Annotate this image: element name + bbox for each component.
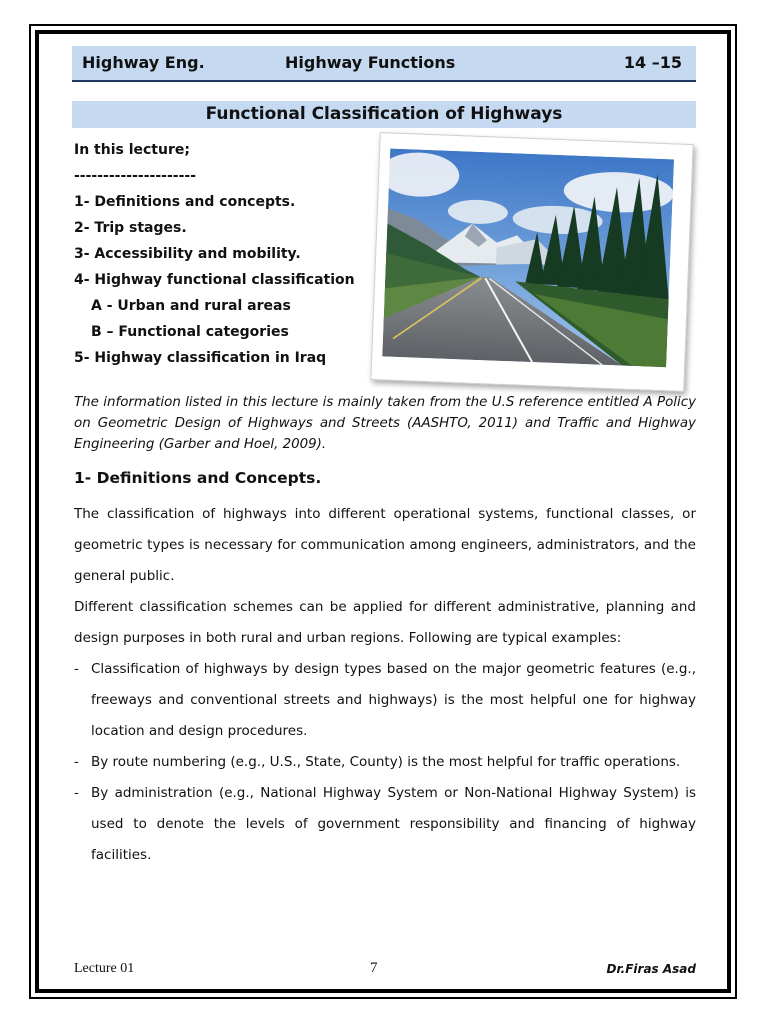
reference-note: The information listed in this lecture is mainly taken from the U.S reference entitled A Policy on Geometric Design of Highways and Streets (AASHTO, 2011) and Traffic and Highway Engineering (Garber and Hoel, 2009).: [74, 395, 696, 452]
footer-lecture: Lecture 01: [74, 961, 135, 976]
header-year: 14 –15: [623, 53, 682, 72]
section-body: [74, 499, 696, 871]
outline-item: 1- Definitions and concepts.: [74, 194, 296, 210]
outline-item: 3- Accessibility and mobility.: [74, 246, 301, 262]
outline-item: 5- Highway classification in Iraq: [74, 350, 327, 366]
bullet-dash: -: [74, 785, 79, 801]
bullet-text: By administration (e.g., National Highway System or Non-National Highway System) is used to denote the levels of government responsibility and financing of highway facilities.: [91, 785, 696, 863]
paragraph: The classification of highways into different operational systems, functional classes, or geometric types is necessary for communication among engineers, administrators, and the general public.: [74, 506, 696, 584]
section-heading: 1- Definitions and Concepts.: [74, 469, 322, 487]
outline-item: 4- Highway functional classification: [74, 272, 355, 288]
bullet-text: By route numbering (e.g., U.S., State, County) is the most helpful for traffic operations.: [91, 754, 681, 770]
header-topic: Highway Functions: [285, 53, 456, 72]
outline-heading: In this lecture;: [74, 142, 190, 158]
outline-item: 2- Trip stages.: [74, 220, 187, 236]
paragraph: Different classification schemes can be applied for different administrative, planning and design purposes in both rural and urban regions. Following are typical examples:: [74, 599, 696, 646]
running-header: [72, 46, 696, 82]
bullet-dash: -: [74, 754, 79, 770]
highway-photo-frame: [370, 132, 693, 392]
highway-mountain-photo: [382, 148, 674, 367]
list-item: [74, 778, 696, 871]
outline-divider: ---------------------: [74, 168, 197, 184]
list-item: [74, 654, 696, 747]
footer-page-number: 7: [370, 960, 378, 976]
bullet-text: Classification of highways by design types based on the major geometric features (e.g., freeways and conventional streets and highways) is the most helpful one for highway location and design procedures.: [91, 661, 696, 739]
outline-subitem: A - Urban and rural areas: [91, 298, 291, 314]
bullet-dash: -: [74, 661, 79, 677]
footer-author: Dr.Firas Asad: [606, 962, 696, 976]
lecture-outline: [74, 140, 374, 374]
page-title: Functional Classification of Highways: [72, 101, 696, 128]
outline-subitem: B – Functional categories: [91, 324, 289, 340]
header-course: Highway Eng.: [82, 53, 205, 72]
list-item: [74, 747, 696, 778]
